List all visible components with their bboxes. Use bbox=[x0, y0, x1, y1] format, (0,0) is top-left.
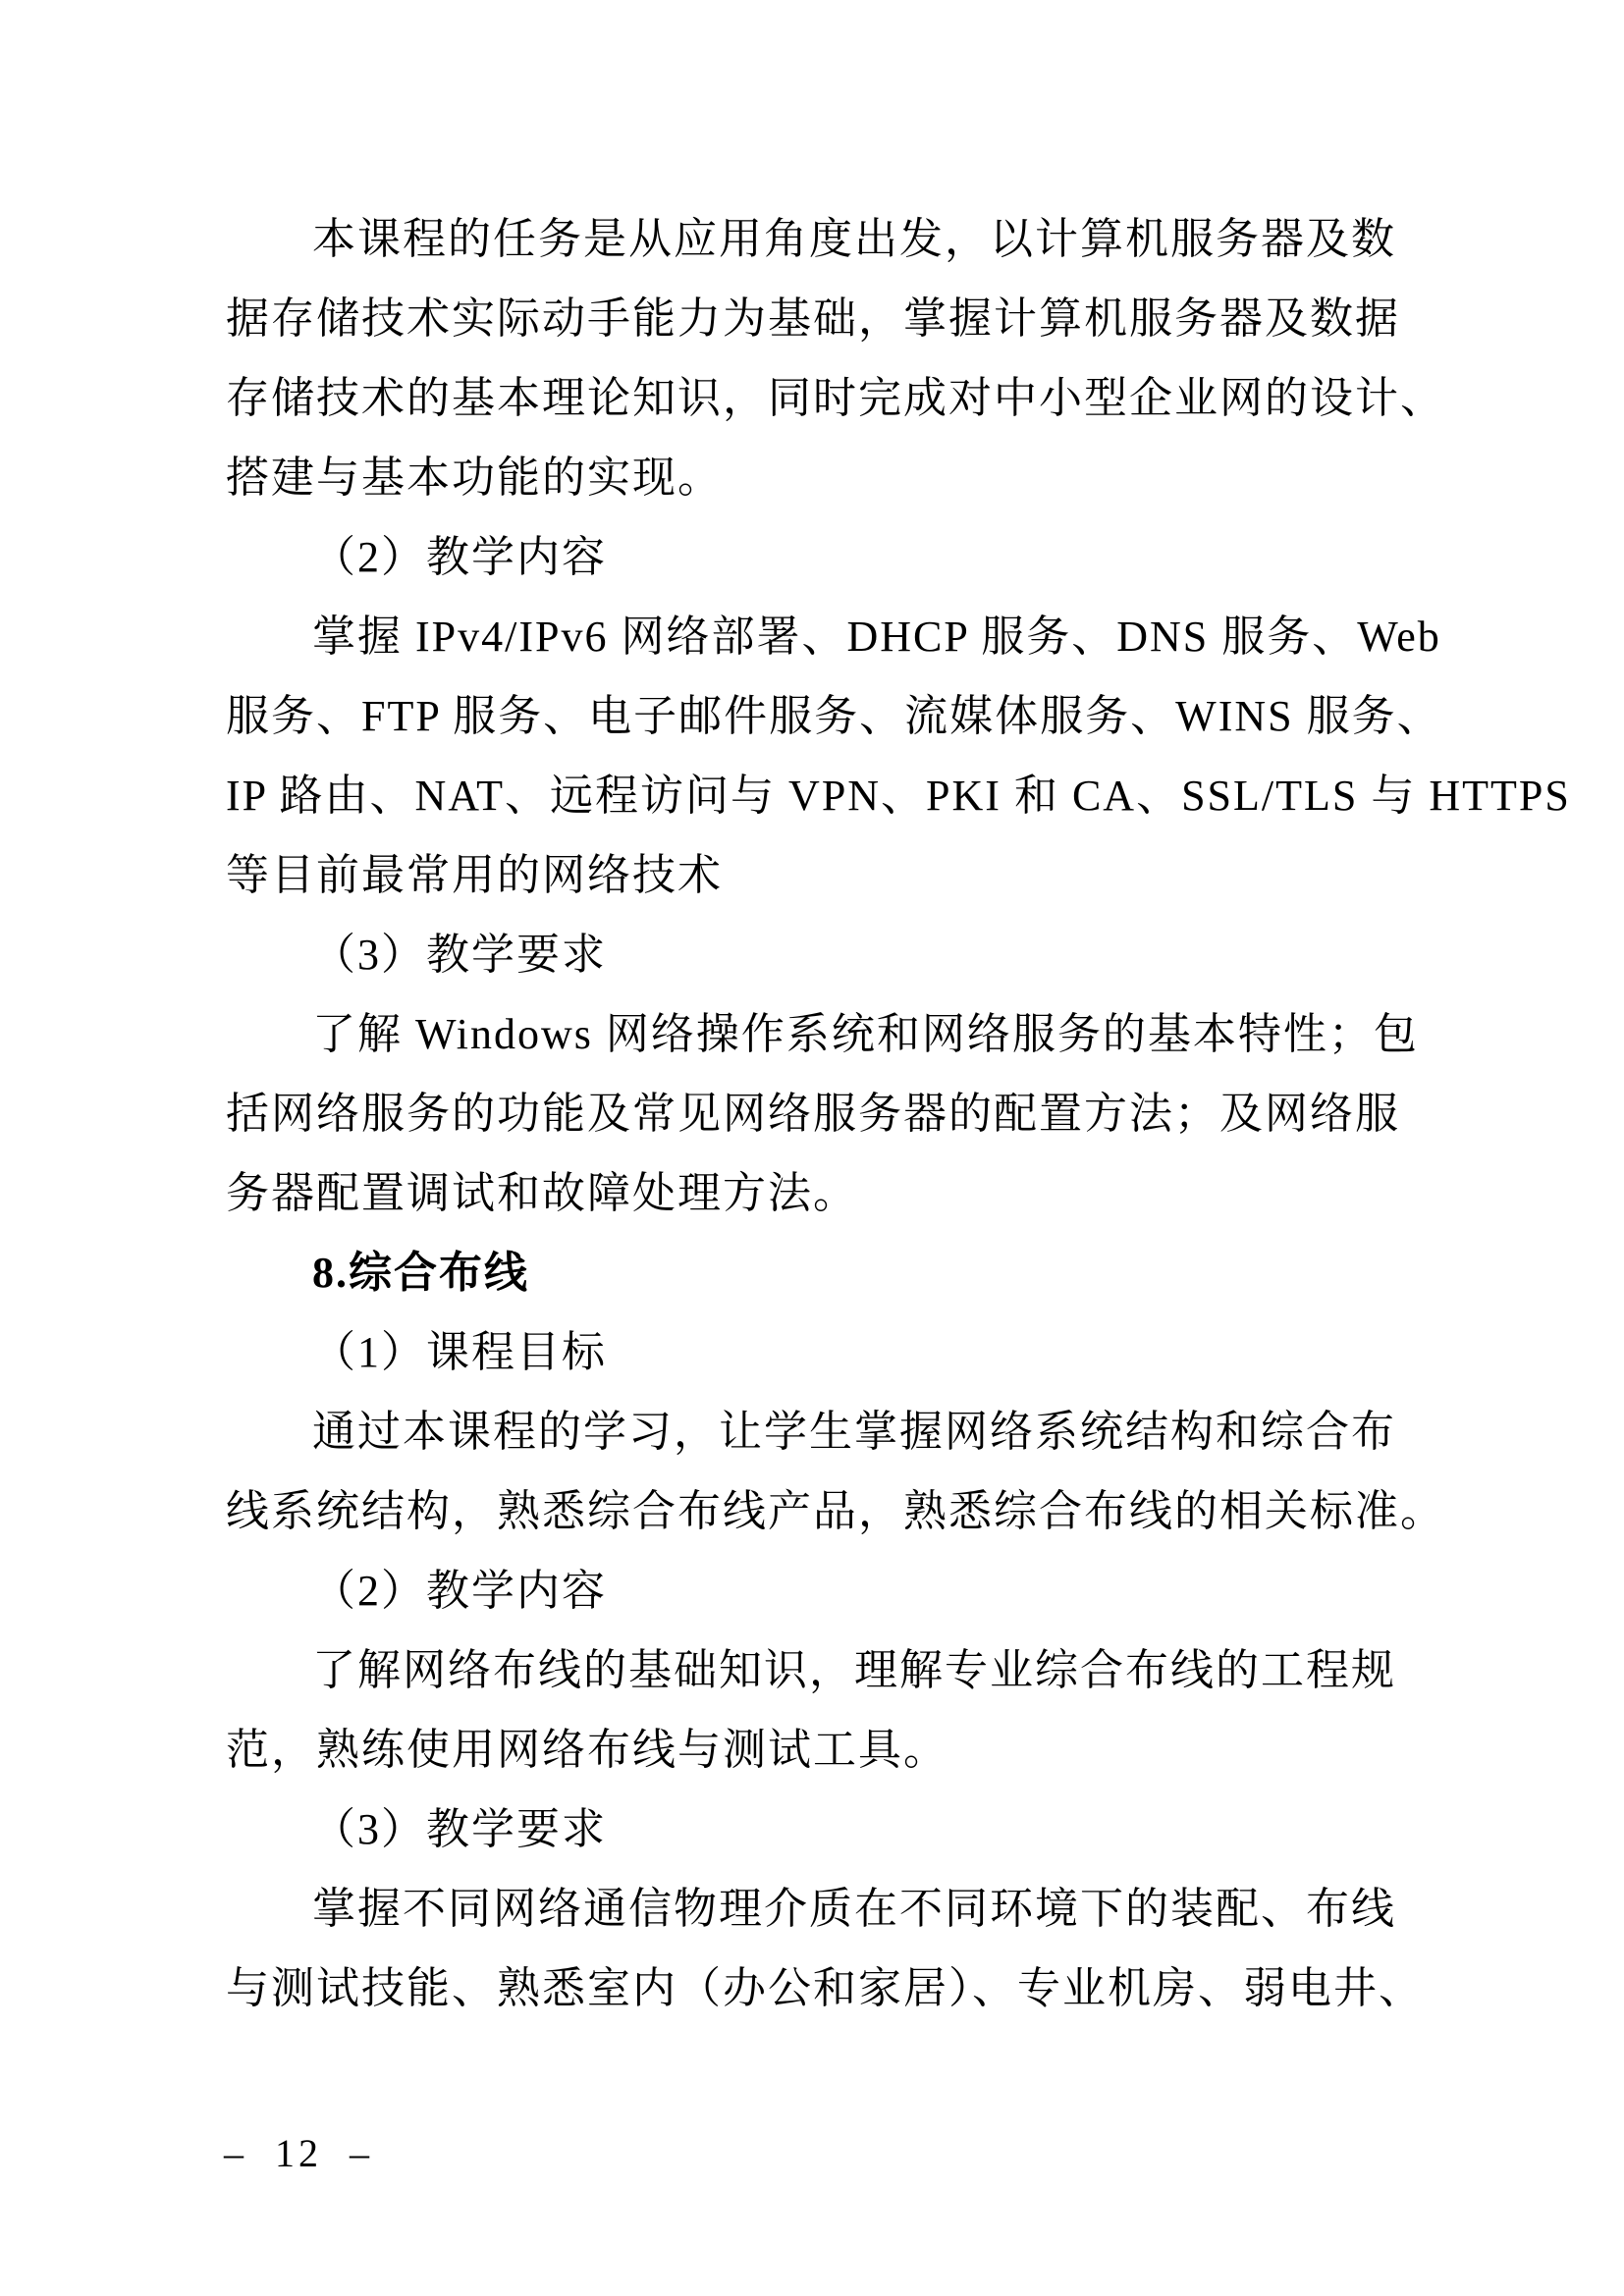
paragraph-line: 了解网络布线的基础知识，理解专业综合布线的工程规 bbox=[312, 1646, 1396, 1694]
paragraph-line: 本课程的任务是从应用角度出发，以计算机服务器及数 bbox=[312, 215, 1396, 263]
page-number: – 12 – bbox=[224, 2131, 373, 2175]
paragraph-line: 务器配置调试和故障处理方法。 bbox=[226, 1169, 858, 1217]
paragraph-line: 服务、FTP 服务、电子邮件服务、流媒体服务、WINS 服务、 bbox=[226, 692, 1442, 740]
paragraph-line: 括网络服务的功能及常见网络服务器的配置方法；及网络服 bbox=[226, 1090, 1400, 1138]
paragraph-line: 线系统结构，熟悉综合布线产品，熟悉综合布线的相关标准。 bbox=[226, 1487, 1445, 1535]
paragraph-line: 范，熟练使用网络布线与测试工具。 bbox=[226, 1726, 948, 1774]
paragraph-line: 搭建与基本功能的实现。 bbox=[226, 454, 723, 502]
section-heading-cabling: 8.综合布线 bbox=[312, 1249, 529, 1297]
paragraph-line: 存储技术的基本理论知识，同时完成对中小型企业网的设计、 bbox=[226, 374, 1445, 422]
subheading-course-objectives: （1）课程目标 bbox=[312, 1328, 607, 1376]
subheading-teaching-requirements: （3）教学要求 bbox=[312, 1805, 607, 1853]
subheading-teaching-requirements: （3）教学要求 bbox=[312, 931, 607, 979]
paragraph-line: 了解 Windows 网络操作系统和网络服务的基本特性；包 bbox=[312, 1010, 1419, 1058]
paragraph-line: IP 路由、NAT、远程访问与 VPN、PKI 和 CA、SSL/TLS 与 HTTPS bbox=[226, 772, 1571, 820]
paragraph-line: 掌握不同网络通信物理介质在不同环境下的装配、布线 bbox=[312, 1885, 1396, 1933]
subheading-teaching-content: （2）教学内容 bbox=[312, 533, 607, 581]
subheading-teaching-content: （2）教学内容 bbox=[312, 1567, 607, 1615]
paragraph-line: 据存储技术实际动手能力为基础，掌握计算机服务器及数据 bbox=[226, 294, 1400, 343]
document-body bbox=[226, 199, 1571, 2028]
paragraph-line: 等目前最常用的网络技术 bbox=[226, 851, 723, 899]
paragraph-line: 掌握 IPv4/IPv6 网络部署、DHCP 服务、DNS 服务、Web bbox=[312, 613, 1441, 661]
paragraph-line: 与测试技能、熟悉室内（办公和家居）、专业机房、弱电井、 bbox=[226, 1964, 1424, 2012]
paragraph-line: 通过本课程的学习，让学生掌握网络系统结构和综合布 bbox=[312, 1408, 1396, 1456]
